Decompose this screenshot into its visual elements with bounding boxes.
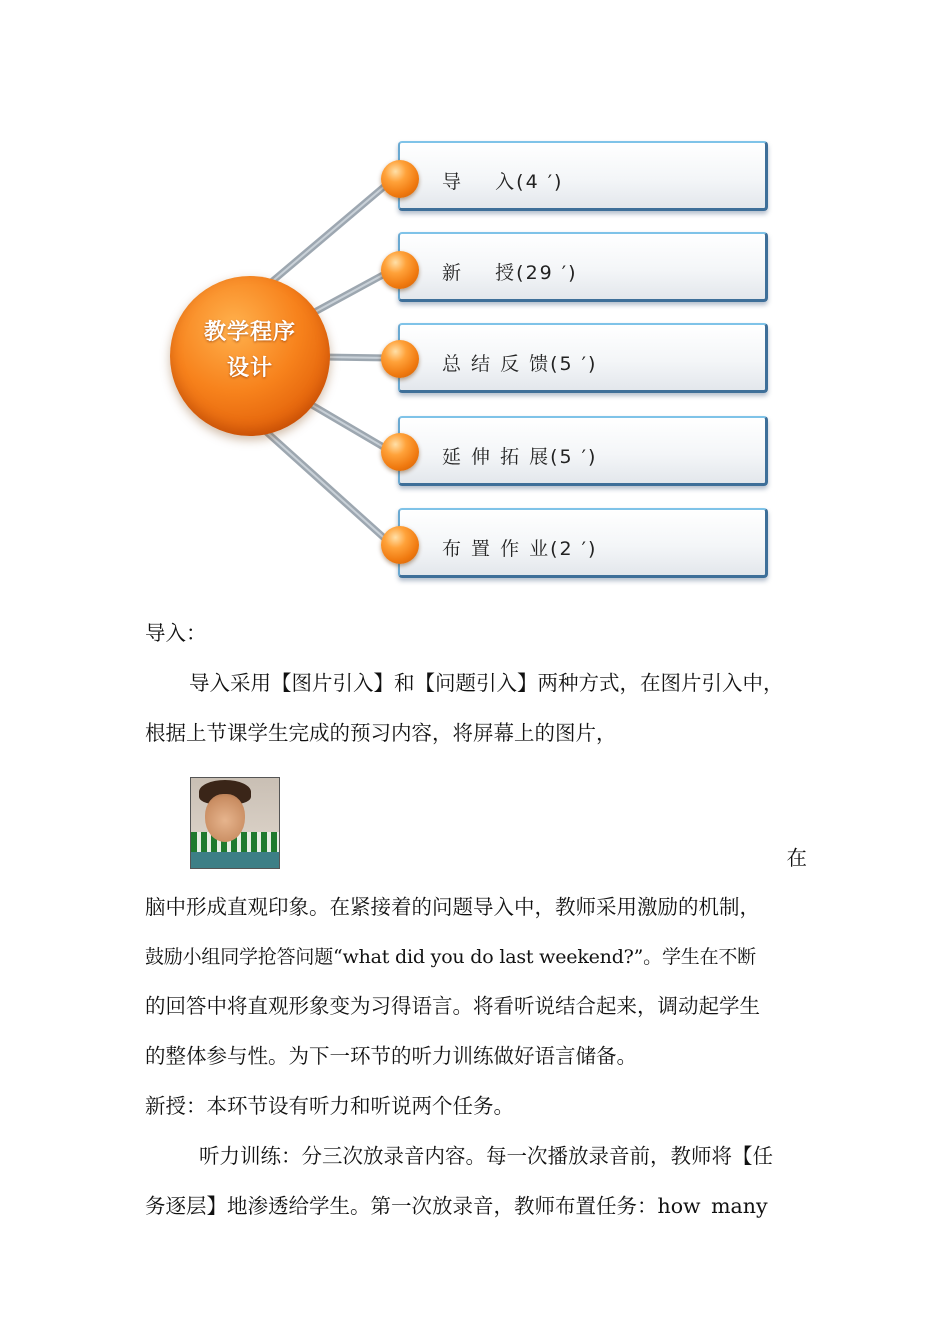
stage-label: 延 伸 拓 展(5 ′) — [442, 446, 598, 468]
text-line: 的整体参与性。为下一环节的听力训练做好语言储备。 — [145, 1043, 637, 1068]
text-line: 务逐层】地渗透给学生。第一次放录音，教师布置任务：how many — [145, 1193, 768, 1218]
lesson-procedure-diagram — [0, 0, 950, 610]
hub-title-line2: 设计 — [226, 355, 273, 381]
question-paragraph — [145, 883, 807, 1081]
orange-bullet-icon — [381, 433, 419, 471]
text-line: 听力训练：分三次放录音内容。每一次播放录音前，教师将【任 — [199, 1144, 773, 1168]
hub-title-line1: 教学程序 — [203, 319, 296, 345]
stage-box-summary — [398, 323, 768, 393]
text-line: 在 — [786, 846, 807, 870]
text-line: 脑中形成直观印象。在紧接着的问题导入中，教师采用激励的机制， — [145, 895, 760, 919]
orange-bullet-icon — [381, 251, 419, 289]
stage-label: 导 入(4 ′) — [442, 171, 564, 193]
orange-bullet-icon — [381, 526, 419, 564]
text-line: 的回答中将直观形象变为习得语言。将看听说结合起来，调动起学生 — [145, 994, 760, 1018]
stage-box-intro — [398, 141, 768, 211]
text-line: 导入采用【图片引入】和【问题引入】两种方式，在图片引入中， — [189, 671, 784, 695]
orange-bullet-icon — [381, 340, 419, 378]
hub-title — [170, 314, 330, 386]
stage-label: 布 置 作 业(2 ′) — [442, 538, 598, 560]
center-hub — [170, 276, 330, 436]
stage-box-new-lesson — [398, 232, 768, 302]
stage-label: 新 授(29 ′) — [442, 262, 578, 284]
stage-label: 总 结 反 馈(5 ′) — [442, 353, 598, 375]
text-line: 根据上节课学生完成的预习内容，将屏幕上的图片， — [145, 720, 617, 745]
stage-box-homework — [398, 508, 768, 578]
text-line: 新授：本环节设有听力和听说两个任务。 — [145, 1094, 514, 1118]
intro-heading: 导入： — [145, 621, 207, 645]
orange-bullet-icon — [381, 160, 419, 198]
intro-paragraph-tail — [145, 834, 807, 884]
text-line: 鼓励小组同学抢答问题“what did you do last weekend?”。学生在不断 — [145, 945, 756, 968]
stage-box-extension — [398, 416, 768, 486]
listening-paragraph — [145, 1132, 807, 1231]
new-lesson-paragraph — [145, 1082, 807, 1132]
intro-paragraph — [145, 659, 807, 758]
